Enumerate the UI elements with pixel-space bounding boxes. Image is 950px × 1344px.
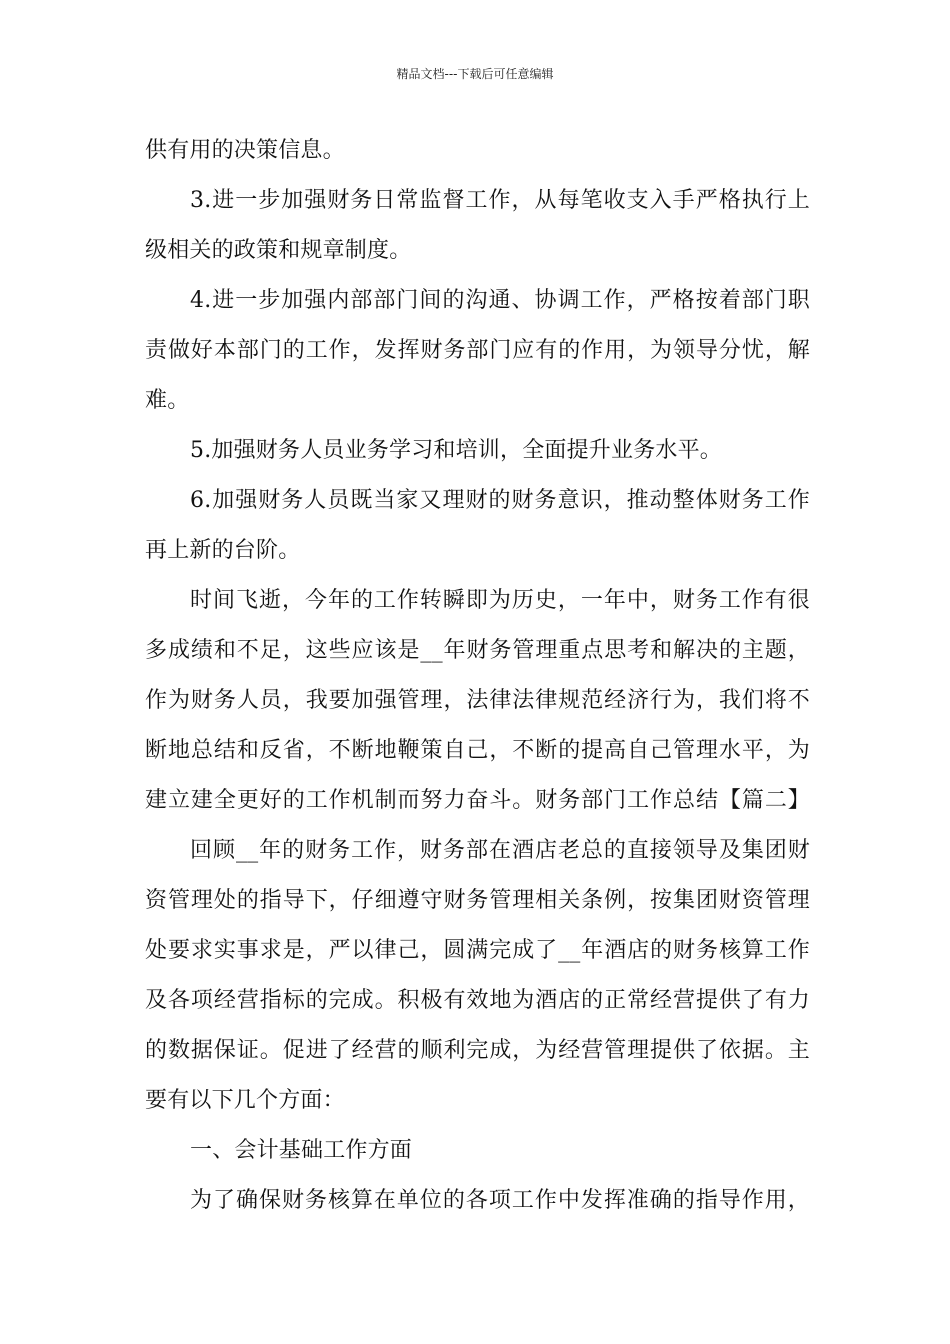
text-line-3: 级相关的政策和规章制度。 (145, 238, 412, 263)
text-line-18: 及各项经营指标的完成。积极有效地为酒店的正常经营提供了有力 (145, 988, 810, 1013)
text-line-10: 时间飞逝，今年的工作转瞬即为历史，一年中，财务工作有很 (190, 588, 810, 613)
text-line-13: 断地总结和反省，不断地鞭策自己，不断的提高自己管理水平，为 (145, 738, 810, 763)
text-line-5: 责做好本部门的工作，发挥财务部门应有的作用，为领导分忧，解 (145, 338, 810, 363)
text-line-6: 难。 (145, 388, 190, 413)
text-line-7: 5.加强财务人员业务学习和培训，全面提升业务水平。 (190, 438, 722, 463)
text-line-17: 处要求实事求是，严以律己，圆满完成了__年酒店的财务核算工作 (145, 938, 810, 963)
section-heading: 一、会计基础工作方面 (190, 1138, 413, 1163)
text-line-14: 建立建全更好的工作机制而努力奋斗。财务部门工作总结【篇二】 (145, 788, 810, 813)
text-line-4: 4.进一步加强内部部门间的沟通、协调工作，严格按着部门职 (190, 288, 810, 313)
text-line-19: 的数据保证。促进了经营的顺利完成，为经营管理提供了依据。主 (145, 1038, 810, 1063)
text-line-2: 3.进一步加强财务日常监督工作，从每笔收支入手严格执行上 (190, 188, 810, 213)
text-line-9: 再上新的台阶。 (145, 538, 301, 563)
text-line-15: 回顾__年的财务工作，财务部在酒店老总的直接领导及集团财 (190, 838, 810, 863)
text-line-16: 资管理处的指导下，仔细遵守财务管理相关条例，按集团财资管理 (145, 888, 810, 913)
text-line-12: 作为财务人员，我要加强管理，法律法律规范经济行为，我们将不 (145, 688, 810, 713)
text-line-8: 6.加强财务人员既当家又理财的财务意识，推动整体财务工作 (190, 488, 810, 513)
text-line-11: 多成绩和不足，这些应该是__年财务管理重点思考和解决的主题， (145, 638, 810, 663)
page-header: 精品文档---下载后可任意编辑 (396, 67, 554, 81)
text-line-1: 供有用的决策信息。 (145, 138, 345, 163)
text-line-22: 为了确保财务核算在单位的各项工作中发挥准确的指导作用， (190, 1188, 810, 1213)
text-line-20: 要有以下几个方面： (145, 1088, 345, 1113)
